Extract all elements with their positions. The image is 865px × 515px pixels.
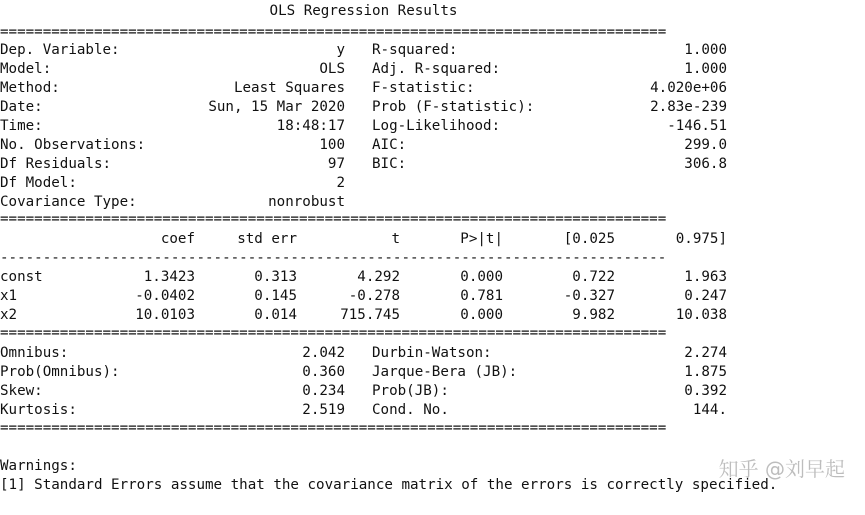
coef-header: coef [160,231,195,247]
diag-right-label: Prob(JB): [372,383,449,399]
diag-row [0,401,727,420]
row-name: const [0,269,43,285]
row-name: x1 [0,288,18,304]
top-right-value: 4.020e+06 [650,80,727,96]
diag-left-value: 2.042 [302,345,345,361]
table-row [0,306,727,325]
coef-header: 0.975] [675,231,727,247]
diag-left-value: 0.234 [302,383,345,399]
diag-right-value: 0.392 [684,383,727,399]
watermark: 知乎 @刘早起 [718,457,845,481]
top-row [0,136,727,155]
top-right-value: 1.000 [684,61,727,77]
coef-header: [0.025 [563,231,615,247]
top-row [0,193,345,212]
table-cell: 1.3423 [143,269,195,285]
diag-row [0,363,727,382]
rule-single: ------------------------------------------------------------------------------ [0,253,667,263]
top-right-value: 1.000 [684,42,727,58]
table-row [0,268,727,287]
table-cell: 0.145 [254,288,297,304]
top-right-value: -146.51 [667,118,727,134]
top-left-label: Dep. Variable: [0,42,120,58]
coef-header: std err [237,231,297,247]
top-left-label: Df Model: [0,175,77,191]
top-right-value: 299.0 [684,137,727,153]
summary-title: OLS Regression Results [269,3,458,19]
table-cell: 715.745 [340,307,400,323]
top-left-value: 100 [319,137,345,153]
top-row [0,98,727,117]
diag-left-value: 2.519 [302,402,345,418]
top-left-label: Model: [0,61,52,77]
rule-double-mid2: ============================================================================== [0,328,667,338]
top-row [0,79,727,98]
top-left-value: 2 [336,175,345,191]
rule-double-top: ============================================================================== [0,27,667,37]
diag-left-label: Kurtosis: [0,402,77,418]
table-cell: -0.278 [348,288,400,304]
top-right-label: F-statistic: [372,80,475,96]
coef-header: P>|t| [460,231,503,247]
warning-text: [1] Standard Errors assume that the covariance matrix of the errors is correctly specified. [0,477,778,493]
table-cell: 0.722 [572,269,615,285]
table-cell: -0.0402 [135,288,195,304]
table-cell: 0.247 [684,288,727,304]
top-left-value: y [336,42,345,58]
diag-right-value: 144. [692,402,727,418]
table-row [0,287,727,306]
diag-right-label: Jarque-Bera (JB): [372,364,518,380]
table-cell: 4.292 [357,269,400,285]
table-cell: 0.313 [254,269,297,285]
rule-double-bottom: ============================================================================== [0,423,667,433]
top-right-label: AIC: [372,137,407,153]
diag-right-value: 1.875 [684,364,727,380]
table-cell: 0.000 [460,307,503,323]
top-left-value: 97 [327,156,345,172]
rule-double-mid: ============================================================================== [0,214,667,224]
diag-row [0,344,727,363]
top-right-label: Log-Likelihood: [372,118,501,134]
top-left-label: Time: [0,118,43,134]
table-cell: 10.0103 [135,307,195,323]
top-row [0,155,727,174]
diag-row [0,382,727,401]
top-left-label: Df Residuals: [0,156,112,172]
top-left-label: Date: [0,99,43,115]
diag-right-label: Cond. No. [372,402,449,418]
top-row [0,60,727,79]
top-right-label: R-squared: [372,42,458,58]
coef-header: t [391,231,400,247]
top-left-value: nonrobust [268,194,345,210]
diag-left-label: Skew: [0,383,43,399]
top-row [0,41,727,60]
table-cell: 0.000 [460,269,503,285]
diag-left-value: 0.360 [302,364,345,380]
table-cell: 10.038 [675,307,727,323]
diag-right-label: Durbin-Watson: [372,345,492,361]
table-cell: -0.327 [563,288,615,304]
top-right-label: BIC: [372,156,407,172]
top-right-label: Prob (F-statistic): [372,99,535,115]
diag-left-label: Omnibus: [0,345,69,361]
warnings-title: Warnings: [0,458,77,474]
top-right-value: 306.8 [684,156,727,172]
table-cell: 1.963 [684,269,727,285]
top-left-label: Covariance Type: [0,194,137,210]
coef-header-row [0,230,727,249]
row-name: x2 [0,307,18,323]
top-left-label: No. Observations: [0,137,146,153]
table-cell: 0.781 [460,288,503,304]
top-right-label: Adj. R-squared: [372,61,501,77]
table-cell: 9.982 [572,307,615,323]
diag-left-label: Prob(Omnibus): [0,364,120,380]
table-cell: 0.014 [254,307,297,323]
top-left-value: OLS [319,61,345,77]
top-row [0,117,727,136]
top-left-value: 18:48:17 [276,118,345,134]
top-row [0,174,345,193]
top-right-value: 2.83e-239 [650,99,727,115]
top-left-label: Method: [0,80,60,96]
diag-right-value: 2.274 [684,345,727,361]
top-left-value: Sun, 15 Mar 2020 [208,99,345,115]
top-left-value: Least Squares [233,80,345,96]
